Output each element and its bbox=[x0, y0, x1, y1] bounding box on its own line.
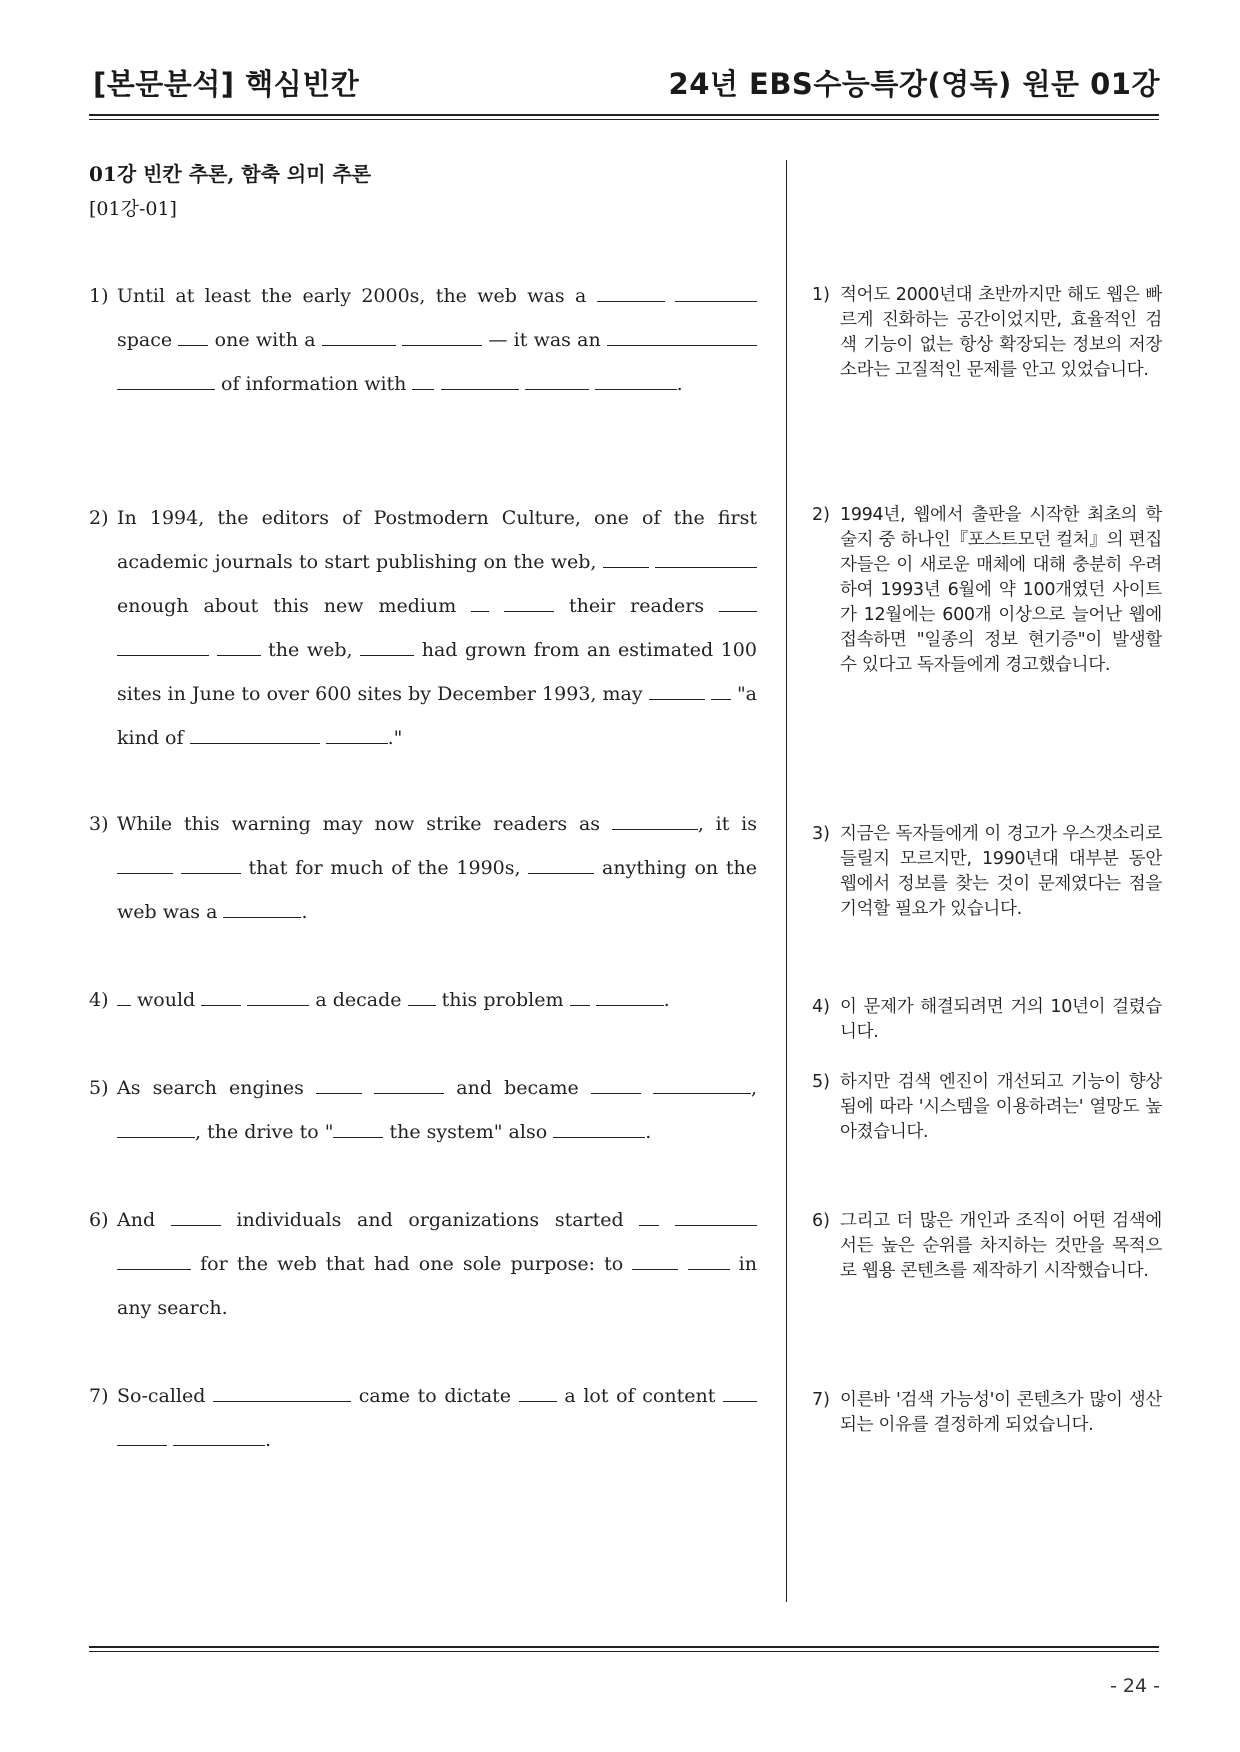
item-number: 4) bbox=[89, 989, 109, 1011]
blank[interactable] bbox=[117, 1118, 195, 1138]
blank[interactable] bbox=[607, 326, 757, 346]
item-translation: 적어도 2000년대 초반까지만 해도 웹은 빠르게 진화하는 공간이었지만, 효율적인 검색 기능이 없는 항상 확장되는 정보의 저장소라는 고질적인 문제를 안고 있었습니다. bbox=[840, 285, 1162, 380]
item-number: 6) bbox=[89, 1209, 109, 1231]
item-en-1 bbox=[89, 274, 757, 406]
item-text: While this warning may now strike readers as , it is that for much of the 1990s, anything on the web was a . bbox=[117, 802, 757, 934]
page-number: - 24 - bbox=[1110, 1675, 1160, 1697]
blank[interactable] bbox=[117, 636, 209, 656]
blank[interactable] bbox=[322, 326, 396, 346]
blank[interactable] bbox=[612, 810, 698, 830]
blank[interactable] bbox=[117, 1250, 191, 1270]
blank[interactable] bbox=[247, 986, 309, 1006]
blank[interactable] bbox=[596, 986, 664, 1006]
blank[interactable] bbox=[374, 1074, 444, 1094]
blank[interactable] bbox=[639, 1206, 659, 1226]
blank[interactable] bbox=[525, 370, 589, 390]
item-ko-6 bbox=[812, 1209, 1162, 1284]
blank[interactable] bbox=[223, 898, 301, 918]
header-title-left: [본문분석] 핵심빈칸 bbox=[93, 67, 360, 101]
item-number: 2) bbox=[812, 505, 830, 525]
footer-rule-top bbox=[89, 1646, 1159, 1648]
item-number: 7) bbox=[812, 1390, 830, 1410]
item-text: So-called came to dictate a lot of content . bbox=[117, 1374, 757, 1462]
blank[interactable] bbox=[190, 724, 320, 744]
item-en-7 bbox=[89, 1374, 757, 1462]
blank[interactable] bbox=[117, 986, 131, 1006]
blank[interactable] bbox=[719, 592, 757, 612]
blank[interactable] bbox=[711, 680, 731, 700]
column-divider bbox=[786, 160, 787, 1602]
header-rule-bottom bbox=[89, 119, 1159, 120]
blank[interactable] bbox=[173, 1426, 265, 1446]
blank[interactable] bbox=[178, 326, 208, 346]
item-text: As search engines and became , , the drive to " the system" also . bbox=[117, 1066, 757, 1154]
header-title-right: 24년 EBS수능특강(영독) 원문 01강 bbox=[668, 67, 1160, 101]
blank[interactable] bbox=[653, 1074, 751, 1094]
blank[interactable] bbox=[675, 1206, 757, 1226]
blank[interactable] bbox=[603, 548, 649, 568]
blank[interactable] bbox=[201, 986, 241, 1006]
blank[interactable] bbox=[504, 592, 554, 612]
blank[interactable] bbox=[217, 636, 261, 656]
item-text: Until at least the early 2000s, the web was a space one with a — it was an of information with . bbox=[117, 274, 757, 406]
item-number: 5) bbox=[89, 1077, 109, 1099]
item-en-6 bbox=[89, 1198, 757, 1330]
blank[interactable] bbox=[649, 680, 705, 700]
footer-rule-bottom bbox=[89, 1651, 1159, 1652]
item-number: 3) bbox=[89, 813, 109, 835]
item-number: 1) bbox=[812, 285, 830, 305]
section-title: 01강 빈칸 추론, 함축 의미 추론 bbox=[89, 162, 372, 186]
blank[interactable] bbox=[402, 326, 482, 346]
blank[interactable] bbox=[117, 370, 215, 390]
item-ko-5 bbox=[812, 1070, 1162, 1145]
item-number: 4) bbox=[812, 997, 830, 1017]
item-ko-4 bbox=[812, 995, 1162, 1045]
blank[interactable] bbox=[326, 724, 388, 744]
blank[interactable] bbox=[632, 1250, 678, 1270]
blank[interactable] bbox=[591, 1074, 641, 1094]
blank[interactable] bbox=[519, 1382, 557, 1402]
blank[interactable] bbox=[171, 1206, 221, 1226]
header-rule-top bbox=[89, 114, 1159, 116]
item-translation: 이른바 '검색 가능성'이 콘텐츠가 많이 생산되는 이유를 결정하게 되었습니다. bbox=[840, 1390, 1162, 1435]
item-ko-7 bbox=[812, 1388, 1162, 1438]
blank[interactable] bbox=[675, 282, 757, 302]
blank[interactable] bbox=[333, 1118, 383, 1138]
item-text: And individuals and organizations started for the web that had one sole purpose: to in any search. bbox=[117, 1198, 757, 1330]
item-translation: 이 문제가 해결되려면 거의 10년이 걸렸습니다. bbox=[840, 997, 1162, 1042]
item-translation: 그리고 더 많은 개인과 조직이 어떤 검색에서든 높은 순위를 차지하는 것만을 목적으로 웹용 콘텐츠를 제작하기 시작했습니다. bbox=[840, 1211, 1162, 1281]
blank[interactable] bbox=[553, 1118, 645, 1138]
blank[interactable] bbox=[117, 1426, 167, 1446]
item-en-3 bbox=[89, 802, 757, 934]
blank[interactable] bbox=[117, 854, 173, 874]
blank[interactable] bbox=[316, 1074, 362, 1094]
item-number: 7) bbox=[89, 1385, 109, 1407]
blank[interactable] bbox=[597, 282, 665, 302]
blank[interactable] bbox=[570, 986, 590, 1006]
blank[interactable] bbox=[471, 592, 489, 612]
section-code: [01강-01] bbox=[89, 198, 177, 220]
blank[interactable] bbox=[213, 1382, 351, 1402]
item-number: 1) bbox=[89, 285, 109, 307]
item-ko-1 bbox=[812, 283, 1162, 383]
item-number: 6) bbox=[812, 1211, 830, 1231]
blank[interactable] bbox=[360, 636, 414, 656]
item-number: 2) bbox=[89, 507, 109, 529]
blank[interactable] bbox=[723, 1382, 757, 1402]
blank[interactable] bbox=[181, 854, 241, 874]
item-number: 5) bbox=[812, 1072, 830, 1092]
blank[interactable] bbox=[408, 986, 436, 1006]
item-text: would a decade this problem . bbox=[117, 978, 757, 1022]
item-translation: 지금은 독자들에게 이 경고가 우스갯소리로 들릴지 모르지만, 1990년대 대부분 동안 웹에서 정보를 찾는 것이 문제였다는 점을 기억할 필요가 있습니다. bbox=[840, 824, 1162, 919]
blank[interactable] bbox=[528, 854, 594, 874]
item-text: In 1994, the editors of Postmodern Culture, one of the first academic journals to start publishing on the web, enough about this new medium their readers the web, had grown from an estimated 100 sites in June to over 600 sites by December 1993, may "a kind of ." bbox=[117, 507, 758, 749]
item-en-4 bbox=[89, 978, 757, 1022]
item-en-5 bbox=[89, 1066, 757, 1154]
item-ko-2 bbox=[812, 503, 1162, 678]
item-translation: 1994년, 웹에서 출판을 시작한 최초의 학술지 중 하나인『포스트모던 컬처』의 편집자들은 이 새로운 매체에 대해 충분히 우려하여 1993년 6월에 약 100개였던 사이트가 12월에는 600개 이상으로 늘어난 웹에 접속하면 "일종의 정보 현기증"이 발생할 수 있다고 독자들에게 경고했습니다. bbox=[840, 505, 1162, 675]
item-translation: 하지만 검색 엔진이 개선되고 기능이 향상됨에 따라 '시스템을 이용하려는' 열망도 높아졌습니다. bbox=[840, 1072, 1162, 1142]
item-en-2 bbox=[89, 496, 757, 760]
blank[interactable] bbox=[595, 370, 677, 390]
item-number: 3) bbox=[812, 824, 830, 844]
item-ko-3 bbox=[812, 822, 1162, 922]
blank[interactable] bbox=[412, 370, 434, 390]
blank[interactable] bbox=[655, 548, 757, 568]
blank[interactable] bbox=[441, 370, 519, 390]
blank[interactable] bbox=[688, 1250, 730, 1270]
